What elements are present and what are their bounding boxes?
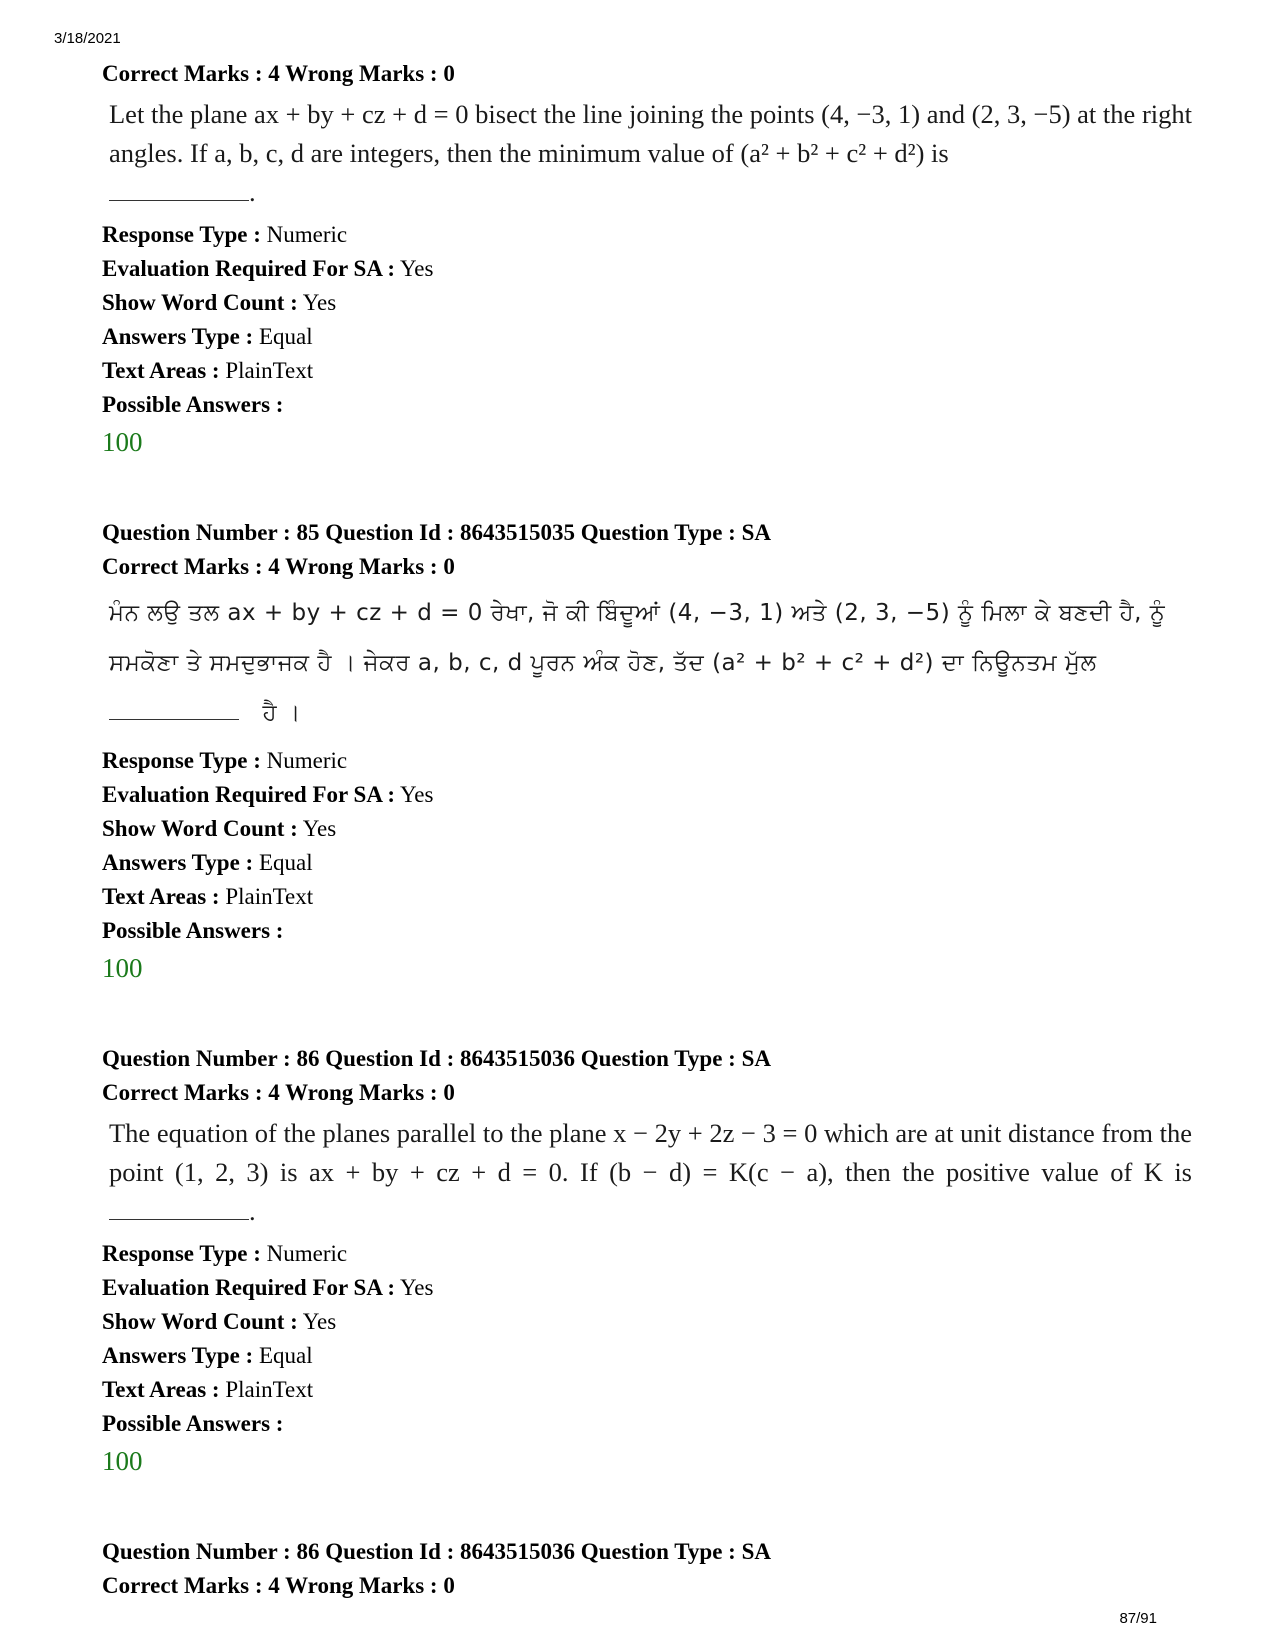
question-85 bbox=[102, 516, 1192, 986]
eval-sa-value: Yes bbox=[400, 256, 434, 281]
label-response-type: Response Type : bbox=[102, 1241, 261, 1266]
question-list bbox=[102, 57, 1192, 1603]
possible-answer: 100 bbox=[102, 427, 143, 457]
question-text-end: . bbox=[249, 1196, 256, 1226]
answers-type-value: Equal bbox=[258, 1343, 313, 1368]
possible-answer: 100 bbox=[102, 1446, 143, 1476]
label-text-areas: Text Areas : bbox=[102, 884, 220, 909]
question-marks: Correct Marks : 4 Wrong Marks : 0 bbox=[102, 1573, 455, 1598]
question-marks: Correct Marks : 4 Wrong Marks : 0 bbox=[102, 1080, 455, 1105]
word-count-value: Yes bbox=[302, 290, 337, 315]
label-word-count: Show Word Count : bbox=[102, 290, 298, 315]
question-text bbox=[109, 95, 1192, 212]
answer-blank bbox=[109, 1199, 249, 1220]
text-areas-value: PlainText bbox=[225, 884, 314, 909]
label-eval-sa: Evaluation Required For SA : bbox=[102, 256, 396, 281]
question-text-line-2: ਸਮਕੋਣਾ ਤੇ ਸਮਦੁਭਾਜਕ ਹੈ । ਜੇਕਰ a, b, c, d ਪੂਰਨ ਅੰਕ ਹੋਣ, ਤੱਦ (a² + b² + c² + d²) ਦਾ ਨਿਊਨਤਮ ਮੁੱਲ bbox=[109, 650, 1097, 676]
label-text-areas: Text Areas : bbox=[102, 1377, 220, 1402]
question-86 bbox=[102, 1042, 1192, 1479]
question-text-body: The equation of the planes parallel to the plane x − 2y + 2z − 3 = 0 which are at unit distance from the point (1, 2, 3) is ax + by + cz + d = 0. If (b − d) = K(c − a), then the positive value of K is bbox=[109, 1118, 1192, 1187]
eval-sa-value: Yes bbox=[400, 1275, 434, 1300]
response-type-value: Numeric bbox=[266, 1241, 348, 1266]
label-text-areas: Text Areas : bbox=[102, 358, 220, 383]
label-word-count: Show Word Count : bbox=[102, 816, 298, 841]
question-text bbox=[109, 588, 1192, 738]
response-type-value: Numeric bbox=[266, 748, 348, 773]
page-number: 87/91 bbox=[1119, 1610, 1157, 1627]
response-type-value: Numeric bbox=[266, 222, 348, 247]
question-marks: Correct Marks : 4 Wrong Marks : 0 bbox=[102, 554, 455, 579]
eval-sa-value: Yes bbox=[400, 782, 434, 807]
question-meta bbox=[102, 1237, 1192, 1479]
possible-answer: 100 bbox=[102, 953, 143, 983]
answer-blank bbox=[109, 699, 239, 720]
word-count-value: Yes bbox=[302, 1309, 337, 1334]
label-response-type: Response Type : bbox=[102, 748, 261, 773]
label-eval-sa: Evaluation Required For SA : bbox=[102, 1275, 396, 1300]
word-count-value: Yes bbox=[302, 816, 337, 841]
label-possible-answers: Possible Answers : bbox=[102, 918, 284, 943]
question-meta bbox=[102, 218, 1192, 460]
question-84 bbox=[102, 57, 1192, 460]
question-text-line-1: ਮੰਨ ਲਉ ਤਲ ax + by + cz + d = 0 ਰੇਖਾ, ਜੋ ਕੀ ਬਿੰਦੂਆਂ (4, −3, 1) ਅਤੇ (2, 3, −5) ਨੂੰ ਮਿਲਾ ਕੇ ਬਣਦੀ ਹੈ, ਨੂੰ bbox=[109, 600, 1166, 626]
text-areas-value: PlainText bbox=[225, 358, 314, 383]
label-possible-answers: Possible Answers : bbox=[102, 392, 284, 417]
label-eval-sa: Evaluation Required For SA : bbox=[102, 782, 396, 807]
label-possible-answers: Possible Answers : bbox=[102, 1411, 284, 1436]
label-answers-type: Answers Type : bbox=[102, 850, 254, 875]
question-header: Question Number : 86 Question Id : 8643515036 Question Type : SA bbox=[102, 1046, 771, 1071]
label-answers-type: Answers Type : bbox=[102, 1343, 254, 1368]
answer-blank bbox=[109, 180, 249, 201]
question-text-body: Let the plane ax + by + cz + d = 0 bisect the line joining the points (4, −3, 1) and (2, 3, −5) at the right angles. If a, b, c, d are integers, then the minimum value of (a² + b² + c² + d²) is bbox=[109, 99, 1192, 168]
question-meta bbox=[102, 744, 1192, 986]
answers-type-value: Equal bbox=[258, 324, 313, 349]
print-date: 3/18/2021 bbox=[54, 30, 121, 47]
label-answers-type: Answers Type : bbox=[102, 324, 254, 349]
answers-type-value: Equal bbox=[258, 850, 313, 875]
text-areas-value: PlainText bbox=[225, 1377, 314, 1402]
question-text-end: . bbox=[249, 177, 256, 207]
question-86-next bbox=[102, 1535, 1192, 1603]
label-word-count: Show Word Count : bbox=[102, 1309, 298, 1334]
label-response-type: Response Type : bbox=[102, 222, 261, 247]
question-header: Question Number : 85 Question Id : 8643515035 Question Type : SA bbox=[102, 520, 771, 545]
question-header: Question Number : 86 Question Id : 8643515036 Question Type : SA bbox=[102, 1539, 771, 1564]
question-text-line-3: ਹੈ । bbox=[262, 700, 301, 726]
question-marks: Correct Marks : 4 Wrong Marks : 0 bbox=[102, 61, 455, 86]
question-text bbox=[109, 1114, 1192, 1231]
